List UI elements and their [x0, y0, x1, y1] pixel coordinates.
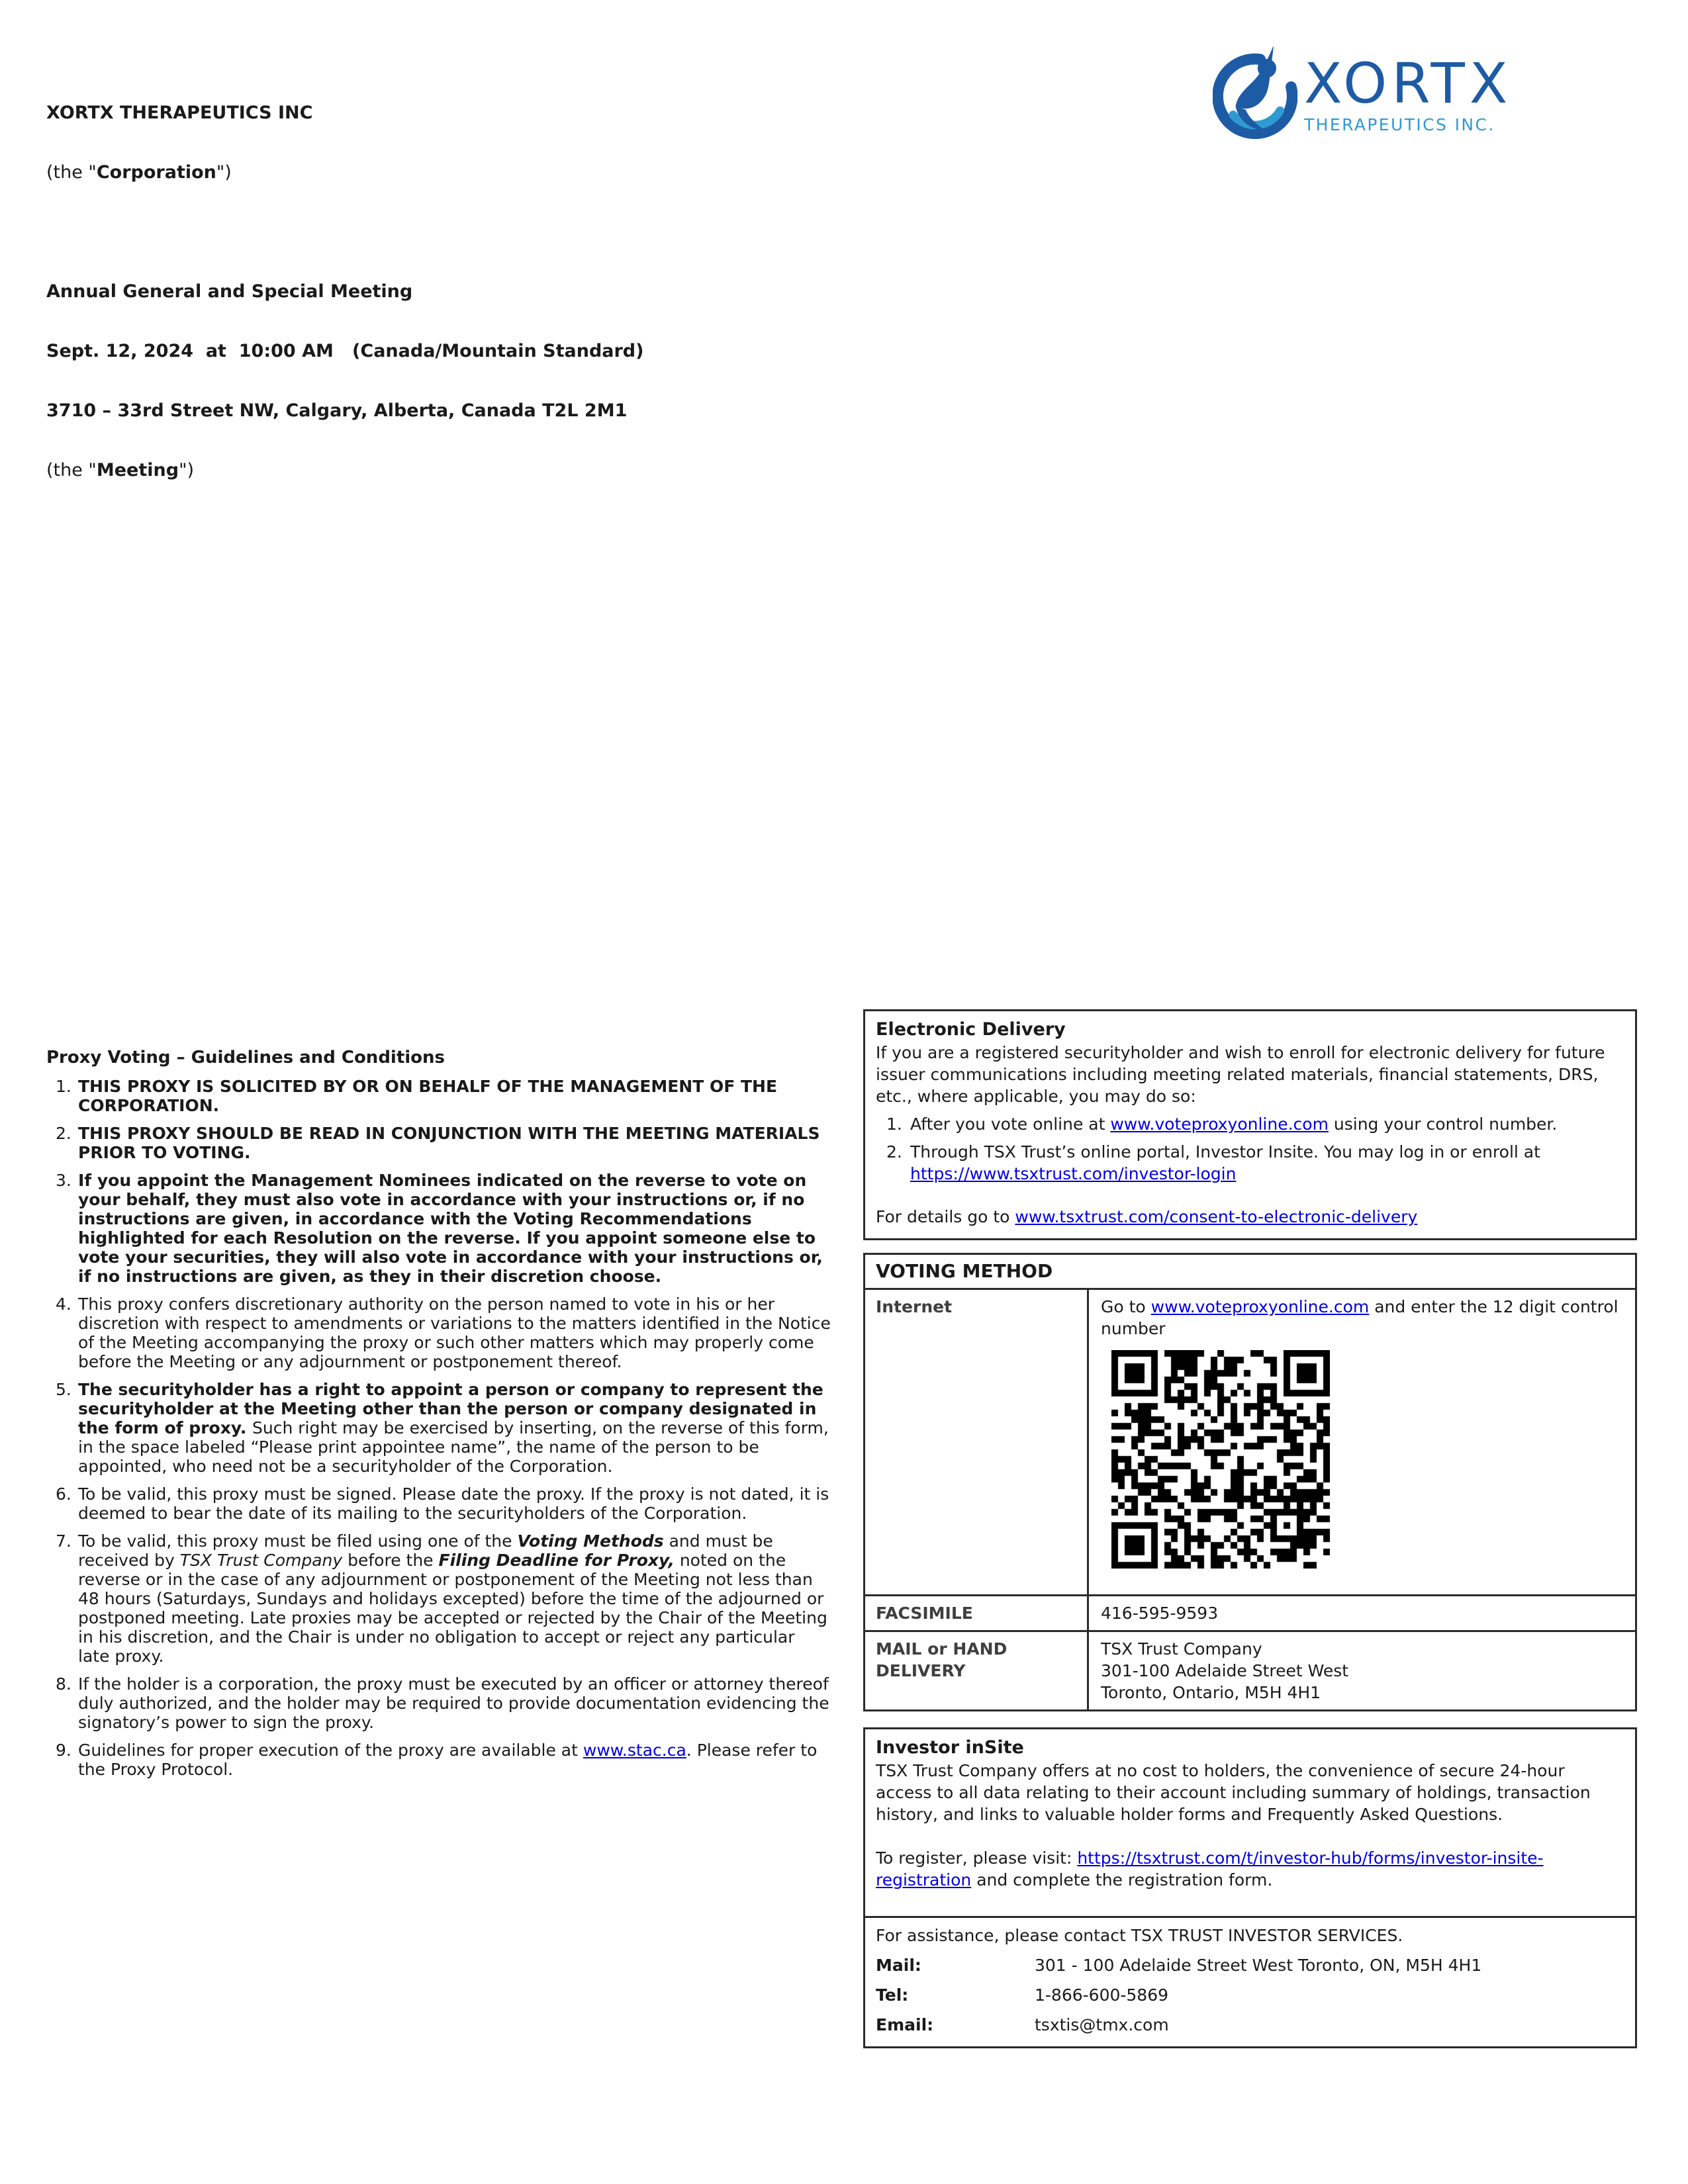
text-part: Voting Methods [517, 1531, 664, 1551]
internet-instructions-cell [1089, 1290, 1635, 1594]
email-label: Email: [876, 2015, 934, 2034]
text-part: using your control number. [1328, 1115, 1558, 1134]
guideline-text [78, 1484, 829, 1523]
text-part: THIS PROXY IS SOLICITED BY OR ON BEHALF OF THE MANAGEMENT OF THE CORPORATION. [78, 1077, 778, 1115]
guidelines-heading: Proxy Voting – Guidelines and Conditions [46, 1048, 445, 1068]
voting-method-row-facsimile [865, 1596, 1635, 1632]
text-part: (the " [46, 460, 97, 480]
assistance-box [863, 1916, 1637, 2048]
mail-label: Mail: [876, 1956, 921, 1975]
list-number: 1. [56, 1077, 71, 1096]
corporation-definition [46, 163, 643, 183]
list-number: 5. [56, 1380, 71, 1399]
meeting-datetime: Sept. 12, 2024 at 10:00 AM (Canada/Mountain Standard) [46, 341, 644, 361]
text-part: Meeting [96, 460, 179, 480]
guideline-text [78, 1741, 817, 1779]
link[interactable]: www.voteproxyonline.com [1110, 1115, 1329, 1134]
email-value: tsxtis@tmx.com [1035, 2015, 1169, 2034]
meeting-address: 3710 – 33rd Street NW, Calgary, Alberta, Canada T2L 2M1 [46, 400, 628, 421]
voting-method-row-internet [865, 1290, 1635, 1596]
text-part: ") [179, 460, 195, 480]
tel-value: 1-866-600-5869 [1035, 1985, 1169, 2005]
guideline-text [78, 1077, 777, 1115]
meeting-definition [46, 461, 643, 480]
link[interactable]: www.tsxtrust.com/consent-to-electronic-delivery [1015, 1207, 1418, 1226]
guideline-text [78, 1380, 829, 1476]
guideline-item-5 [46, 1380, 831, 1476]
electronic-delivery-item-1 [876, 1113, 1624, 1135]
investor-insite-heading: Investor inSite [876, 1737, 1024, 1758]
text-part: ") [216, 162, 232, 183]
guideline-item-6 [46, 1484, 831, 1523]
text-part: The securityholder has a right to appoint a person or company to represent the securityholder at the Meeting other than the person or company designated in the form of proxy. [78, 1380, 823, 1437]
investor-insite-body: TSX Trust Company offers at no cost to holders, the convenience of secure 24-hour access to all data relating to their account including summary of holdings, transaction history, and links to valuable holder forms and Frequently Asked Questions. [876, 1761, 1591, 1824]
guideline-text [78, 1171, 823, 1286]
assistance-row-mail [876, 1954, 1624, 1976]
guideline-item-1 [46, 1077, 831, 1115]
text-part: Go to [1101, 1297, 1151, 1316]
voting-method-row-mail [865, 1632, 1635, 1709]
guideline-item-2 [46, 1124, 831, 1162]
text-part: (the " [46, 162, 97, 183]
list-number: 4. [56, 1295, 71, 1314]
text-part: and enter the 12 digit control number [1101, 1297, 1618, 1338]
address-line: 301-100 Adelaide Street West [1101, 1661, 1349, 1680]
proxy-guidelines-section [46, 1048, 831, 1788]
mail-delivery-address [1089, 1632, 1635, 1709]
text-part: If the holder is a corporation, the proxy must be executed by an officer or attorney thereof duly authorized, and the holder may be required to provide documentation evidencing the signatory’s power to sign the proxy. [78, 1674, 829, 1732]
text-part: noted on the reverse or in the case of any adjournment or postponement of the Meeting not less than 48 hours (Saturdays, Sundays and holidays excepted) before the time of the adjourned or postponed meeting. Late proxies may be accepted or rejected by the Chair of the Meeting in his discretion, and the Chair is under no obligation to accept or reject any particular late proxy. [78, 1551, 827, 1666]
electronic-delivery-item-text [910, 1115, 1557, 1134]
guideline-item-9 [46, 1741, 831, 1779]
link[interactable]: www.stac.ca [583, 1741, 686, 1760]
mail-value: 301 - 100 Adelaide Street West Toronto, ON, M5H 4H1 [1035, 1956, 1482, 1975]
list-number: 2. [886, 1142, 902, 1161]
link[interactable]: https://www.tsxtrust.com/investor-login [910, 1164, 1237, 1183]
voting-method-table [863, 1253, 1637, 1711]
text-part: Corporation [96, 162, 216, 183]
internet-instructions [1101, 1296, 1623, 1340]
list-number: 3. [56, 1171, 71, 1190]
text-part: For details go to [876, 1207, 1015, 1226]
text-part: Through TSX Trust’s online portal, Investor Insite. You may log in or enroll at [910, 1142, 1540, 1161]
text-part: If you appoint the Management Nominees indicated on the reverse to vote on your behalf, they must also vote in accordance with your instructions or, if no instructions are given, in accordance with the Voting Recommendations highlighted for each Resolution on the reverse. If you appoint someone else to vote your securities, they will also vote in accordance with your instructions or, if no instructions are given, as they in their discretion choose. [78, 1171, 823, 1286]
logo-wordmark [1304, 44, 1512, 135]
list-number: 8. [56, 1674, 71, 1694]
address-line: TSX Trust Company [1101, 1639, 1262, 1659]
xortx-logo-mark [1213, 44, 1297, 150]
investor-insite-box [863, 1727, 1637, 1918]
xortx-logo [1213, 44, 1512, 150]
link[interactable]: https://tsxtrust.com/t/investor-hub/forms/investor-insite-registration [876, 1848, 1544, 1889]
tel-label: Tel: [876, 1985, 909, 2005]
electronic-delivery-footer [876, 1206, 1624, 1228]
header-spacer [46, 222, 643, 242]
text-part: After you vote online at [910, 1115, 1111, 1134]
text-part: Such right may be exercised by inserting, on the reverse of this form, in the space labeled “Please print appointee name”, the name of the person to be appointed, who need not be a securityholder of the Corporation. [78, 1418, 829, 1476]
list-number: 6. [56, 1484, 71, 1504]
electronic-delivery-item-text [910, 1142, 1540, 1183]
investor-insite-register [876, 1847, 1624, 1891]
text-part: . Please refer to the Proxy Protocol. [78, 1741, 818, 1779]
document-header [46, 64, 643, 500]
assistance-row-tel [876, 1984, 1624, 2006]
facsimile-label: FACSIMILE [865, 1596, 1089, 1630]
list-number: 7. [56, 1531, 71, 1551]
text-part: and must be received by [78, 1531, 773, 1570]
guideline-text [78, 1531, 827, 1666]
guideline-item-7 [46, 1531, 831, 1666]
mail-delivery-label: MAIL or HAND DELIVERY [865, 1632, 1089, 1709]
list-number: 9. [56, 1741, 71, 1760]
guideline-text [78, 1674, 829, 1732]
electronic-delivery-box [863, 1009, 1637, 1240]
link[interactable]: www.voteproxyonline.com [1150, 1297, 1370, 1316]
electronic-delivery-item-2 [876, 1141, 1624, 1185]
right-column [863, 1009, 1637, 2048]
guideline-text [78, 1295, 831, 1371]
guideline-item-3 [46, 1171, 831, 1286]
list-number: 2. [56, 1124, 71, 1143]
company-name: XORTX THERAPEUTICS INC [46, 103, 313, 123]
guideline-text [78, 1124, 820, 1162]
meeting-title: Annual General and Special Meeting [46, 281, 413, 302]
internet-label: Internet [865, 1290, 1089, 1594]
text-part: To be valid, this proxy must be signed. Please date the proxy. If the proxy is not dated, it is deemed to bear the date of its mailing to the securityholders of the Corporation. [78, 1484, 829, 1523]
text-part: Guidelines for proper execution of the proxy are available at [78, 1741, 583, 1760]
text-part: Filing Deadline for Proxy, [438, 1551, 675, 1570]
text-part: To register, please visit: [876, 1848, 1078, 1868]
electronic-delivery-heading: Electronic Delivery [876, 1019, 1066, 1040]
logo-subtitle-text: THERAPEUTICS INC. [1304, 115, 1495, 134]
voting-method-header: VOTING METHOD [865, 1255, 1635, 1290]
guideline-item-8 [46, 1674, 831, 1732]
text-part: This proxy confers discretionary authority on the person named to vote in his or her discretion with respect to amendments or variations to the matters identified in the Notice of the Meeting accompanying the proxy or such other matters which may properly come before the Meeting or any adjournment or postponement thereof. [78, 1295, 831, 1371]
text-part: and complete the registration form. [971, 1870, 1273, 1889]
text-part: THIS PROXY SHOULD BE READ IN CONJUNCTION WITH THE MEETING MATERIALS PRIOR TO VOTING. [78, 1124, 820, 1162]
address-line: Toronto, Ontario, M5H 4H1 [1101, 1683, 1321, 1702]
electronic-delivery-intro: If you are a registered securityholder and wish to enroll for electronic delivery for future issuer communications including meeting related materials, financial statements, DRS, etc., where applicable, you may do so: [876, 1043, 1605, 1106]
text-part: before the [342, 1551, 439, 1570]
list-number: 1. [886, 1115, 902, 1134]
text-part: TSX Trust Company [179, 1551, 343, 1570]
facsimile-number: 416-595-9593 [1101, 1604, 1219, 1623]
assistance-intro: For assistance, please contact TSX TRUST INVESTOR SERVICES. [876, 1926, 1403, 1945]
assistance-row-email [876, 2014, 1624, 2036]
guideline-item-4 [46, 1295, 831, 1371]
qr-code [1111, 1350, 1330, 1569]
logo-brand-text: XORTX [1304, 51, 1513, 116]
text-part: To be valid, this proxy must be filed using one of the [78, 1531, 518, 1551]
